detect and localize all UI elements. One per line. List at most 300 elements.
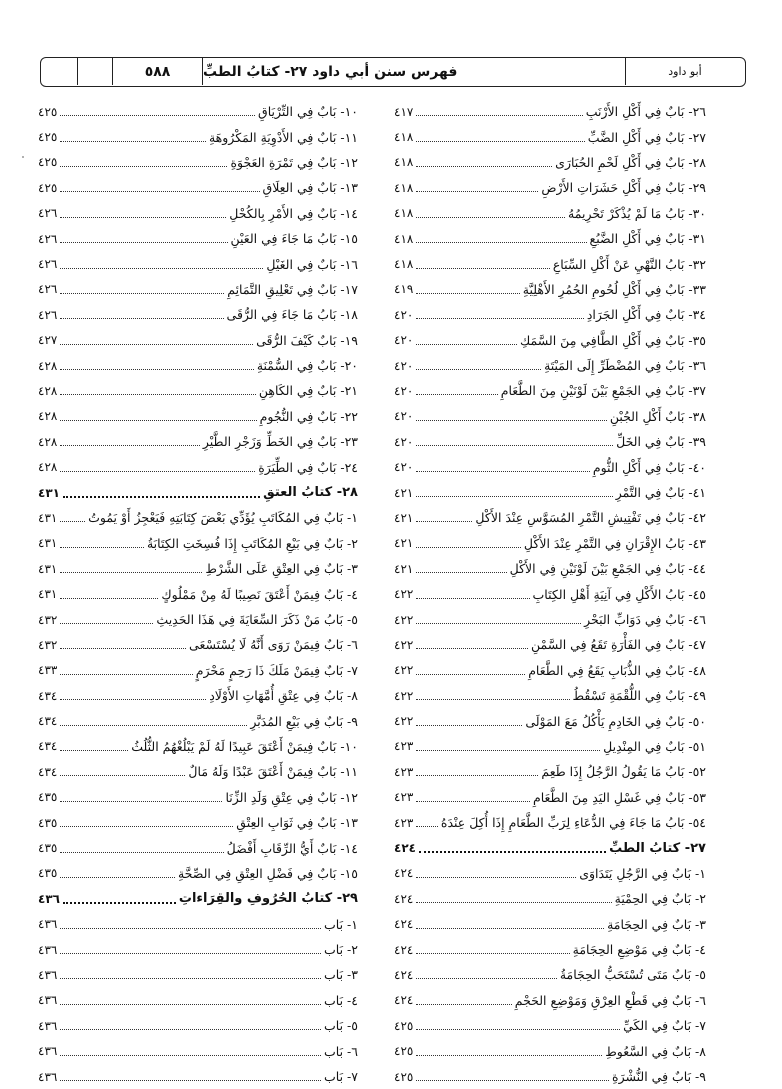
toc-entry-page: ٤٢١ xyxy=(394,510,414,525)
dot-leader xyxy=(60,648,186,649)
dot-leader xyxy=(416,1055,602,1056)
toc-entry xyxy=(38,759,358,784)
toc-entry-title: ٣٣- بَابٌ فِي أَكْلِ لُحُومِ الحُمُرِ الأَهْلِيَّةِ xyxy=(522,281,706,297)
toc-entry-title: ١١- بَابٌ فِي الأَدْوِيَةِ المَكْرُوهَةِ xyxy=(208,129,358,145)
toc-entry-title: ٥- بَابُ مَنْ ذَكَرَ السِّعَايَةَ فِي هَذَا الحَدِيثِ xyxy=(156,612,358,627)
toc-entry-title: ١٣- بَابٌ فِي العِلَاقِ xyxy=(262,180,358,196)
dot-leader xyxy=(60,826,233,827)
dot-leader xyxy=(60,217,226,218)
toc-entry-page: ٤٢٦ xyxy=(38,282,58,297)
toc-entry-page: ٤٢٦ xyxy=(38,257,58,272)
toc-entry-page: ٤٢٦ xyxy=(38,206,58,221)
dot-leader xyxy=(60,242,227,243)
toc-entry-title: ٢٧- كتابُ الطبِّ xyxy=(609,840,706,856)
toc-entry-page: ٤٢٤ xyxy=(394,942,414,957)
toc-entry-page: ٤٢٠ xyxy=(394,307,414,322)
dot-leader xyxy=(416,166,552,167)
toc-entry-title: ٥- بَاب xyxy=(324,1018,358,1034)
toc-entry-page: ٤٢٢ xyxy=(394,637,414,652)
toc-entry-page: ٤١٨ xyxy=(394,257,414,272)
dot-leader xyxy=(416,674,525,675)
toc-entry-title: ١٥- بَابُ مَا جَاءَ فِي العَيْنِ xyxy=(230,231,358,247)
toc-entry-title: ٧- بَاب xyxy=(324,1069,358,1085)
toc-entry xyxy=(394,683,706,708)
toc-entry xyxy=(394,454,706,479)
toc-entry xyxy=(38,734,358,759)
toc-entry-title: ٣٤- بَابٌ فِي أَكْلِ الجَرَادِ xyxy=(586,307,706,323)
dot-leader xyxy=(416,191,538,192)
dot-leader xyxy=(60,293,224,294)
dot-leader xyxy=(416,293,519,294)
toc-entry-page: ٤٢٧ xyxy=(38,333,58,348)
toc-entry-title: ٥١- بَابٌ فِي المِنْدِيلِ xyxy=(603,738,706,754)
dot-leader xyxy=(416,268,550,269)
toc-entry-title: ٩- بَابٌ فِي النُّشْرَةِ xyxy=(612,1069,706,1085)
dot-leader xyxy=(416,775,538,776)
toc-entry xyxy=(38,175,358,200)
toc-entry xyxy=(394,886,706,911)
toc-entry xyxy=(38,835,358,860)
toc-entry-page: ٤٣١ xyxy=(38,536,58,551)
dot-leader xyxy=(60,521,85,522)
toc-entry xyxy=(38,683,358,708)
toc-entry xyxy=(38,861,358,886)
toc-entry xyxy=(394,378,706,403)
toc-entry-title: ٤١- بَابٌ فِي التَّمْرِ xyxy=(615,485,706,501)
toc-entry-title: ٢١- بَابٌ فِي الكَاهِنِ xyxy=(258,383,358,399)
toc-entry-page: ٤٢٠ xyxy=(394,358,414,373)
dot-leader xyxy=(416,496,612,497)
dot-leader xyxy=(60,344,253,345)
toc-entry xyxy=(38,150,358,175)
toc-entry-title: ٣١- بَابٌ فِي أَكْلِ الضَّبُعِ xyxy=(589,231,706,247)
toc-entry-title: ٤- بَاب xyxy=(324,992,358,1008)
toc-entry xyxy=(38,505,358,530)
toc-entry-page: ٤٢٠ xyxy=(394,333,414,348)
dot-leader xyxy=(60,978,321,979)
toc-entry-page: ٤٢٨ xyxy=(38,383,58,398)
dot-leader xyxy=(416,115,582,116)
toc-entry-page: ٤٢٤ xyxy=(394,891,414,906)
toc-entry-title: ٣٢- بَابُ النَّهْيِ عَنْ أَكْلِ السِّبَاعِ xyxy=(552,256,706,272)
toc-entry-title: ٣- بَابٌ فِي الحِجَامَةِ xyxy=(607,916,706,932)
toc-entry xyxy=(38,429,358,454)
dot-leader xyxy=(416,420,606,421)
dot-leader xyxy=(416,877,576,878)
toc-entry-title: ١٣- بَابٌ فِي ثَوَابِ العِتْقِ xyxy=(236,815,358,831)
toc-entry xyxy=(394,175,706,200)
toc-entry-title: ٢٢- بَابٌ فِي النُّجُومِ xyxy=(259,408,358,424)
dot-leader xyxy=(416,902,611,903)
toc-entry xyxy=(394,404,706,429)
header-empty-cell-left xyxy=(41,58,78,85)
dot-leader xyxy=(416,445,613,446)
toc-entry xyxy=(38,937,358,962)
toc-entry-title: ٢٤- بَابٌ فِي الطِّيَرَةِ xyxy=(258,459,358,475)
toc-entry-page: ٤٣١ xyxy=(38,510,58,525)
toc-entry-page: ٤٢٨ xyxy=(38,409,58,424)
toc-entry xyxy=(394,988,706,1013)
toc-entry-title: ٥- بَابٌ مَتَى تُسْتَحَبُّ الحِجَامَةُ xyxy=(559,967,706,983)
toc-entry xyxy=(394,505,706,530)
dot-leader xyxy=(416,369,541,370)
toc-entry xyxy=(394,328,706,353)
toc-entry xyxy=(38,353,358,378)
dot-leader xyxy=(416,978,557,979)
toc-entry xyxy=(394,480,706,505)
toc-entry xyxy=(38,1038,358,1063)
toc-entry-page: ٤٣٥ xyxy=(38,815,58,830)
toc-entry-page: ٤٣١ xyxy=(38,561,58,576)
toc-entry-page: ٤١٨ xyxy=(394,231,414,246)
toc-entry-title: ٣٥- بَابٌ فِي أَكْلِ الطَّافِي مِنَ السَّمَكِ xyxy=(520,332,706,348)
toc-entry-title: ٢٩- كتابُ الحُرُوفِ والقِرَاءاتِ xyxy=(178,891,358,907)
toc-entry xyxy=(394,607,706,632)
toc-entry-page: ٤١٨ xyxy=(394,206,414,221)
toc-entry-page: ٤٢٥ xyxy=(394,1044,414,1059)
toc-entry xyxy=(394,277,706,302)
toc-entry-page: ٤٢٦ xyxy=(38,231,58,246)
page-number: ٥٨٨ xyxy=(113,58,203,85)
toc-entry xyxy=(394,201,706,226)
toc-entry xyxy=(38,201,358,226)
toc-entry xyxy=(394,962,706,987)
dot-leader xyxy=(416,1029,620,1030)
dot-leader xyxy=(416,318,583,319)
toc-entry-page: ٤٢١ xyxy=(394,561,414,576)
dot-leader xyxy=(60,1029,321,1030)
toc-entry xyxy=(38,277,358,302)
toc-entry xyxy=(394,353,706,378)
toc-entry-page: ٤٢٠ xyxy=(394,383,414,398)
dot-leader xyxy=(419,851,606,853)
toc-entry-page: ٤٢٢ xyxy=(394,587,414,602)
dot-leader xyxy=(60,928,321,929)
toc-entry-title: ١٠- بَابٌ فِيمَنْ أَعْتَقَ عَبِيدًا لَهُ لَمْ يَبْلُغْهُمُ الثُّلُثُ xyxy=(131,738,358,754)
toc-entry-title: ٦- بَابٌ فِيمَنْ رَوَى أَنَّهُ لَا يُسْتَسْعَى xyxy=(189,637,358,653)
toc-entry-page: ٤٣٣ xyxy=(38,663,58,678)
toc-entry-title: ٤٤- بَابٌ فِي الجَمْعِ بَيْنَ لَوْنَيْنِ فِي الأَكْلِ xyxy=(509,561,706,577)
toc-entry-title: ١- بَابٌ فِي المُكَاتَبِ يُؤَدِّي بَعْضَ كِتَابَتِهِ فَيَعْجِزُ أَوْ يَمُوتُ xyxy=(88,510,358,526)
toc-entry-title: ١- بَاب xyxy=(324,916,358,932)
toc-entry xyxy=(394,658,706,683)
toc-entry xyxy=(38,988,358,1013)
toc-entry xyxy=(38,912,358,937)
toc-entry-title: ٣٩- بَابٌ فِي الخَلِّ xyxy=(616,434,706,450)
toc-entry-title: ٥٢- بَابُ مَا يَقُولُ الرَّجُلُ إِذَا طَعِمَ xyxy=(541,764,706,780)
toc-entry xyxy=(394,759,706,784)
toc-entry-page: ٤١٨ xyxy=(394,130,414,145)
toc-right-column xyxy=(394,99,706,1089)
header-title: فهرس سنن أبي داود ٢٧- كتابُ الطبِّ xyxy=(203,58,626,85)
dot-leader xyxy=(60,1055,321,1056)
toc-entry xyxy=(38,708,358,733)
dot-leader xyxy=(416,1080,609,1081)
dot-leader xyxy=(60,191,259,192)
toc-entry-page: ٤٢١ xyxy=(394,485,414,500)
toc-section-heading xyxy=(394,835,706,860)
toc-entry-page: ٤٣٥ xyxy=(38,866,58,881)
dot-leader xyxy=(416,141,584,142)
toc-entry-title: ٢٣- بَابٌ فِي الخَطِّ وَزَجْرِ الطَّيْرِ xyxy=(202,434,358,450)
toc-entry-title: ٤٥- بَابُ الأَكْلِ فِي آنِيَةِ أَهْلِ الكِتَابِ xyxy=(532,586,706,602)
dot-leader xyxy=(416,547,521,548)
toc-entry-title: ٣- بَاب xyxy=(324,967,358,983)
toc-entry xyxy=(38,328,358,353)
toc-entry-page: ٤٣٦ xyxy=(38,967,58,982)
toc-entry-page: ٤١٧ xyxy=(394,104,414,119)
dot-leader xyxy=(60,623,153,624)
toc-entry xyxy=(38,124,358,149)
toc-entry xyxy=(38,658,358,683)
toc-entry-title: ٤٧- بَابٌ فِي الفَأْرَةِ تَقَعُ فِي السَّمْنِ xyxy=(531,637,706,653)
dot-leader xyxy=(60,420,256,421)
dot-leader xyxy=(416,928,604,929)
toc-entry-title: ٧- بَابٌ فِي الكَيِّ xyxy=(623,1018,706,1034)
toc-entry-page: ٤٢٤ xyxy=(394,866,414,881)
toc-entry-title: ١٢- بَابٌ فِي تَمْرَةِ العَجْوَةِ xyxy=(230,154,358,170)
toc-entry xyxy=(38,810,358,835)
toc-entry-title: ٣٠- بَابُ مَا لَمْ يُذْكَرْ تَحْرِيمُهُ xyxy=(568,205,706,221)
dot-leader xyxy=(60,166,227,167)
toc-entry-title: ١٨- بَابُ مَا جَاءَ فِي الرُّقَى xyxy=(226,307,358,323)
toc-entry-page: ٤٣٦ xyxy=(38,942,58,957)
toc-entry-page: ٤٣١ xyxy=(38,485,60,500)
toc-entry-page: ٤٣٥ xyxy=(38,841,58,856)
toc-section-heading xyxy=(38,480,358,505)
toc-entry-page: ٤١٩ xyxy=(394,282,414,297)
toc-entry-title: ٢٨- كتابُ العتقِ xyxy=(263,485,358,501)
toc-entry-title: ٤٦- بَابٌ فِي دَوَابِّ البَحْرِ xyxy=(584,612,706,627)
toc-entry-page: ٤٣٥ xyxy=(38,790,58,805)
dot-leader xyxy=(60,268,263,269)
dot-leader xyxy=(416,344,517,345)
toc-entry xyxy=(38,1013,358,1038)
toc-entry-title: ٧- بَابٌ فِيمَنْ مَلَكَ ذَا رَحِمٍ مَحْرَمٍ xyxy=(195,662,358,678)
toc-entry-page: ٤٢٢ xyxy=(394,688,414,703)
header-book-label: أبو داود xyxy=(668,65,702,78)
toc-entry-title: ٢٩- بَابٌ فِي أَكْلِ حَشَرَاتِ الأَرْضِ xyxy=(541,180,706,196)
dot-leader xyxy=(63,902,176,904)
toc-entry xyxy=(38,226,358,251)
toc-entry-page: ٤٣٦ xyxy=(38,1069,58,1084)
toc-entry xyxy=(394,581,706,606)
toc-entry-title: ٥٤- بَابُ مَا جَاءَ فِي الدُّعَاءِ لِرَبِّ الطَّعَامِ إِذَا أُكِلَ عِنْدَهُ xyxy=(440,815,706,831)
toc-entry-page: ٤٢٤ xyxy=(394,967,414,982)
toc-entry-page: ٤٢٢ xyxy=(394,612,414,627)
dot-leader xyxy=(416,471,590,472)
toc-entry xyxy=(394,99,706,124)
dot-leader xyxy=(416,242,586,243)
toc-entry xyxy=(394,810,706,835)
dot-leader xyxy=(416,598,529,599)
toc-entry-page: ٤٢٣ xyxy=(394,739,414,754)
toc-entry xyxy=(38,607,358,632)
dot-leader xyxy=(60,699,206,700)
toc-entry xyxy=(38,962,358,987)
toc-entry-page: ٤٢٨ xyxy=(38,358,58,373)
dot-leader xyxy=(63,496,260,498)
toc-entry xyxy=(394,124,706,149)
dot-leader xyxy=(60,369,253,370)
toc-entry-title: ٤٣- بَابُ الإِقْرَانِ فِي التَّمْرِ عِنْدَ الأَكْلِ xyxy=(523,535,706,551)
toc-entry xyxy=(38,531,358,556)
toc-entry-title: ١٢- بَابٌ فِي عِتْقِ وَلَدِ الزِّنَا xyxy=(225,789,358,805)
toc-entry-page: ٤٢٨ xyxy=(38,434,58,449)
toc-left-column xyxy=(38,99,358,1089)
toc-entry-title: ١- بَابٌ فِي الرَّجُلِ يَتَدَاوَى xyxy=(579,865,706,881)
toc-entry xyxy=(38,302,358,327)
toc-entry xyxy=(394,1064,706,1089)
toc-entry-page: ٤٣٤ xyxy=(38,739,58,754)
toc-entry-page: ٤٣٤ xyxy=(38,714,58,729)
toc-entry-page: ٤٣٢ xyxy=(38,637,58,652)
toc-entry xyxy=(394,708,706,733)
toc-entry-title: ٨- بَابٌ فِي السَّعُوطِ xyxy=(605,1043,706,1059)
toc-entry-title: ٤- بَابٌ فِي مَوْضِعِ الحِجَامَةِ xyxy=(572,942,706,958)
toc-entry-page: ٤٣٦ xyxy=(38,917,58,932)
toc-entry-page: ٤٣٦ xyxy=(38,1018,58,1033)
toc-entry-title: ٨- بَابٌ فِي عِتْقِ أُمَّهَاتِ الأَوْلَادِ xyxy=(209,688,358,704)
scan-speck xyxy=(22,156,24,158)
dot-leader xyxy=(60,1080,321,1081)
dot-leader xyxy=(416,217,565,218)
toc-entry-title: ١٤- بَابٌ فِي الأَمْرِ بِالكُحْلِ xyxy=(229,205,358,221)
dot-leader xyxy=(416,953,569,954)
toc-entry-page: ٤٢٤ xyxy=(394,917,414,932)
toc-entry xyxy=(394,150,706,175)
toc-entry-page: ٤٣٤ xyxy=(38,764,58,779)
toc-entry-title: ٢٦- بَابٌ فِي أَكْلِ الأَرْنَبِ xyxy=(585,104,706,120)
toc-entry xyxy=(394,785,706,810)
toc-entry-title: ٥٠- بَابٌ فِي الخَادِمِ يَأْكُلُ مَعَ المَوْلَى xyxy=(525,713,706,729)
dot-leader xyxy=(416,801,530,802)
toc-entry-title: ٩- بَابٌ فِي بَيْعِ المُدَبَّرِ xyxy=(250,713,358,729)
toc-entry xyxy=(394,429,706,454)
dot-leader xyxy=(60,141,206,142)
toc-entry-page: ٤٢٤ xyxy=(394,841,416,856)
toc-entry xyxy=(38,785,358,810)
toc-entry-title: ٢- بَابٌ فِي بَيْعِ المُكَاتَبِ إِذَا فُسِخَتِ الكِتَابَةُ xyxy=(146,535,358,551)
toc-entry-title: ١٠- بَابٌ فِي التِّرْيَاقِ xyxy=(258,104,358,120)
page-header xyxy=(40,57,746,87)
toc-entry-title: ٣٦- بَابٌ فِي المُضْطَرِّ إِلَى المَيْتَةِ xyxy=(544,358,706,374)
toc-entry xyxy=(394,861,706,886)
dot-leader xyxy=(416,699,569,700)
dot-leader xyxy=(60,775,185,776)
toc-entry xyxy=(394,1038,706,1063)
toc-entry xyxy=(38,99,358,124)
dot-leader xyxy=(60,725,247,726)
dot-leader xyxy=(60,445,200,446)
toc-entry xyxy=(38,404,358,429)
toc-entry-title: ٢٠- بَابٌ فِي السُّمْنَةِ xyxy=(256,358,358,374)
dot-leader xyxy=(60,547,144,548)
toc-entry-title: ٢- بَاب xyxy=(324,942,358,958)
dot-leader xyxy=(416,750,600,751)
toc-entry xyxy=(38,1064,358,1089)
toc-entry xyxy=(394,302,706,327)
toc-entry-page: ٤٣٦ xyxy=(38,993,58,1008)
toc-entry-page: ٤٢٢ xyxy=(394,663,414,678)
header-empty-cell xyxy=(78,58,113,85)
toc-entry-title: ٦- بَاب xyxy=(324,1043,358,1059)
toc-entry-title: ٢٧- بَابٌ فِي أَكْلِ الضَّبِّ xyxy=(587,129,706,145)
toc-entry-page: ٤٢٨ xyxy=(38,460,58,475)
toc-entry-page: ٤٣٦ xyxy=(38,891,60,906)
toc-entry-page: ٤٢٣ xyxy=(394,790,414,805)
toc-entry-title: ٣٧- بَابٌ فِي الجَمْعِ بَيْنَ لَوْنَيْنِ مِنَ الطَّعَامِ xyxy=(500,383,706,399)
dot-leader xyxy=(60,750,128,751)
toc-entry-page: ٤٢٥ xyxy=(38,130,58,145)
toc-entry-page: ٤٣١ xyxy=(38,587,58,602)
toc-entry-page: ٤٢٣ xyxy=(394,764,414,779)
toc-entry-title: ١١- بَابٌ فِيمَنْ أَعْتَقَ عَبْدًا وَلَهُ مَالٌ xyxy=(188,764,358,780)
dot-leader xyxy=(60,674,192,675)
toc-entry xyxy=(38,581,358,606)
toc-section-heading xyxy=(38,886,358,911)
toc-entry-page: ٤١٨ xyxy=(394,180,414,195)
toc-entry xyxy=(394,556,706,581)
dot-leader xyxy=(60,572,202,573)
dot-leader xyxy=(60,318,223,319)
toc-entry-page: ٤٣٢ xyxy=(38,612,58,627)
toc-entry xyxy=(394,632,706,657)
toc-entry xyxy=(38,378,358,403)
toc-entry-title: ١٦- بَابٌ فِي الغَيْلِ xyxy=(266,256,358,272)
dot-leader xyxy=(416,648,528,649)
toc-entry-title: ٣- بَابٌ فِي العِتْقِ عَلَى الشَّرْطِ xyxy=(205,561,358,577)
toc-entry-title: ٤٠- بَابٌ فِي أَكْلِ الثُّومِ xyxy=(592,459,706,475)
toc-entry-page: ٤٢٥ xyxy=(394,1069,414,1084)
toc-entry-title: ٦- بَابٌ فِي قَطْعِ العِرْقِ وَمَوْضِعِ الحَجْمِ xyxy=(514,992,706,1008)
toc-entry-page: ٤٢٦ xyxy=(38,307,58,322)
toc-entry-title: ١٥- بَابٌ فِي فَضْلِ العِتْقِ فِي الصِّحَّةِ xyxy=(177,865,358,881)
dot-leader xyxy=(416,1004,511,1005)
toc-entry-page: ٤٢٥ xyxy=(38,180,58,195)
toc-entry-title: ٢٨- بَابٌ فِي أَكْلِ لَحْمِ الحُبَارَى xyxy=(555,154,706,170)
toc-entry-title: ١٤- بَابٌ أَيُّ الرِّقَابِ أَفْضَلُ xyxy=(226,840,358,856)
dot-leader xyxy=(60,801,222,802)
dot-leader xyxy=(416,725,522,726)
dot-leader xyxy=(60,115,255,116)
toc-entry-title: ٤- بَابٌ فِيمَنْ أَعْتَقَ نَصِيبًا لَهُ مِنْ مَمْلُوكٍ xyxy=(161,586,358,602)
toc-entry-page: ٤٣٦ xyxy=(38,1044,58,1059)
toc-entry-page: ٤٢٠ xyxy=(394,409,414,424)
toc-entry-page: ٤٢٤ xyxy=(394,993,414,1008)
dot-leader xyxy=(60,471,255,472)
dot-leader xyxy=(60,877,175,878)
toc-entry xyxy=(394,912,706,937)
toc-entry-page: ٤٢٠ xyxy=(394,460,414,475)
toc-entry xyxy=(38,251,358,276)
dot-leader xyxy=(416,623,581,624)
toc-entry-page: ٤٢٠ xyxy=(394,434,414,449)
toc-entry-title: ٣٨- بَابٌ أَكْلِ الجُبْنِ xyxy=(609,408,706,424)
toc-entry xyxy=(394,937,706,962)
toc-entry-page: ٤٢٥ xyxy=(38,104,58,119)
dot-leader xyxy=(416,572,506,573)
toc-entry xyxy=(394,734,706,759)
toc-entry-title: ٥٣- بَابٌ فِي غَسْلِ اليَدِ مِنَ الطَّعَامِ xyxy=(532,789,706,805)
dot-leader xyxy=(416,826,438,827)
toc-entry-title: ٤٨- بَابٌ فِي الذُّبَابِ يَقَعُ فِي الطَّعَامِ xyxy=(528,662,706,678)
dot-leader xyxy=(60,598,158,599)
toc-entry-page: ٤١٨ xyxy=(394,155,414,170)
toc-entry-page: ٤٢٢ xyxy=(394,714,414,729)
toc-entry xyxy=(38,454,358,479)
toc-entry-title: ١٩- بَابٌ كَيْفَ الرُّقَى xyxy=(256,332,358,348)
